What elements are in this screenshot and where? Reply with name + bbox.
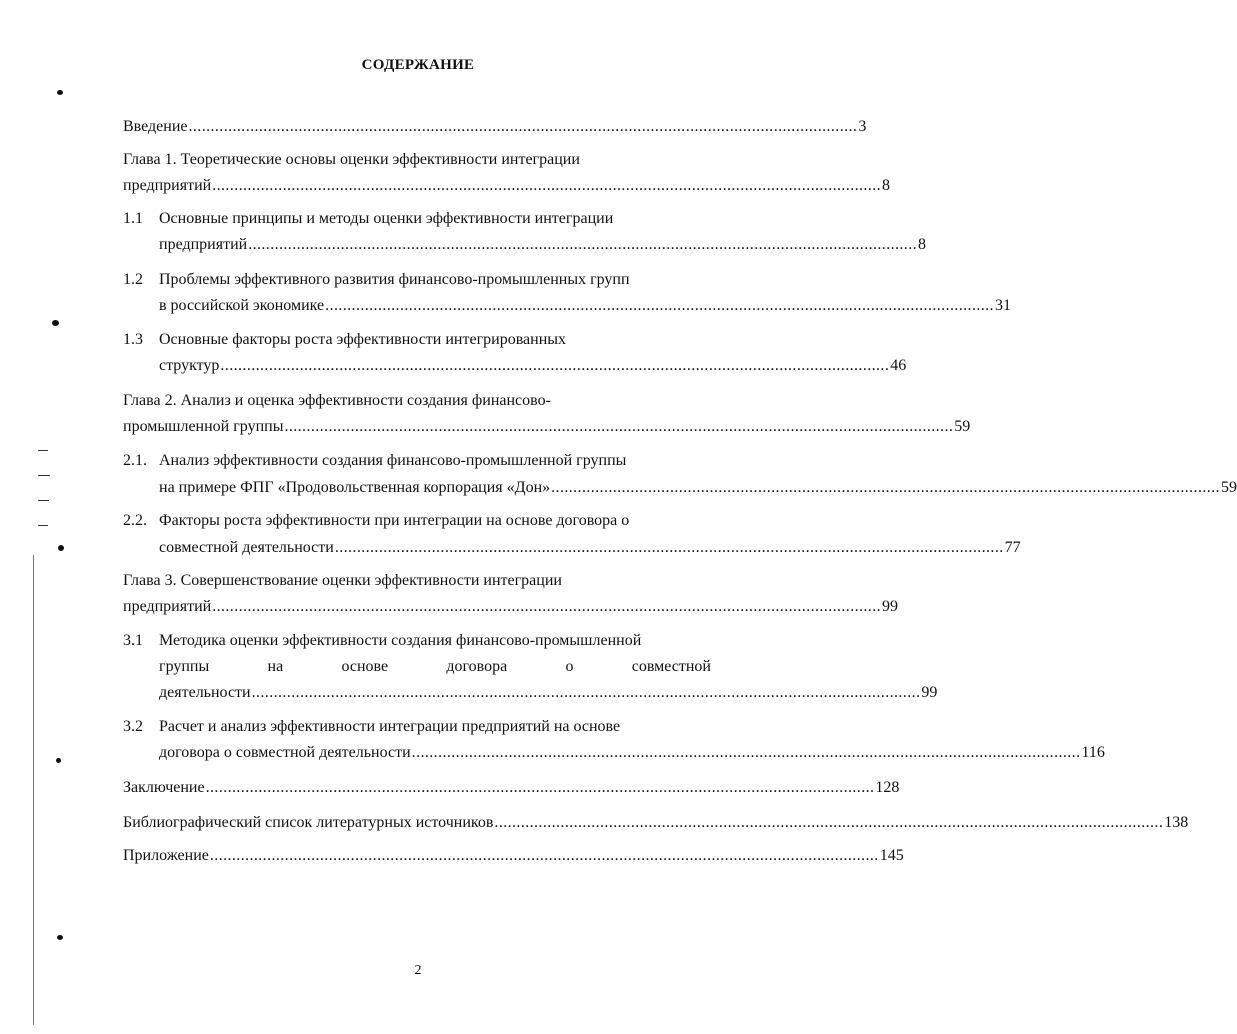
toc-entry-title: предприятий <box>123 177 212 194</box>
scan-mark <box>52 320 59 326</box>
toc-entry-section-2-1[interactable] <box>159 451 703 471</box>
toc-page-number: 31 <box>994 297 1011 314</box>
toc-page-number: 46 <box>890 357 907 374</box>
leader-dots: ........................................................................................................................................................ <box>248 236 918 253</box>
toc-entry-title: Основные принципы и методы оценки эффективности интеграции <box>159 210 614 227</box>
toc-entry-section-1-1-cont[interactable] <box>159 235 927 255</box>
toc-entry-word: договора <box>446 658 508 675</box>
toc-page-number: 59 <box>1220 479 1237 496</box>
toc-entry-title: Методика оценки эффективности создания финансово-промышленной <box>159 632 642 649</box>
toc-entry-section-3-1[interactable] <box>159 631 711 651</box>
toc-entry-title: Анализ эффективности создания финансово-промышленной группы <box>159 452 627 469</box>
toc-entry-section-3-2[interactable] <box>159 717 703 737</box>
toc-title: СОДЕРЖАНИЕ <box>361 57 475 73</box>
scan-mark <box>38 475 50 476</box>
toc-page-number: 145 <box>879 847 904 864</box>
toc-entry-title: Расчет и анализ эффективности интеграции предприятий на основе <box>159 718 621 735</box>
toc-entry-section-1-3[interactable] <box>159 330 703 350</box>
toc-page-number: 59 <box>954 418 971 435</box>
toc-entry-word: основе <box>341 658 389 675</box>
scan-mark <box>57 935 63 940</box>
toc-entry-section-3-1-cont[interactable] <box>159 657 711 677</box>
toc-section-number: 2.2. <box>123 512 147 529</box>
toc-entry-title: структур <box>159 357 220 374</box>
leader-dots: ........................................................................................................................................................ <box>212 177 882 194</box>
toc-entry-title: Глава 2. Анализ и оценка эффективности создания финансово- <box>123 392 551 409</box>
toc-page-number: 99 <box>921 684 938 701</box>
toc-entry-section-1-1[interactable] <box>159 209 703 229</box>
toc-section-number: 2.1. <box>123 452 147 469</box>
scan-mark <box>38 500 49 501</box>
scan-mark <box>58 545 64 551</box>
toc-entry-title: договора о совместной деятельности <box>159 744 411 761</box>
toc-entry-word: на <box>267 658 284 675</box>
toc-entry-title: Глава 1. Теоретические основы оценки эффективности интеграции <box>123 151 580 168</box>
toc-entry-word: совместной <box>631 658 711 675</box>
toc-entry-title: предприятий <box>123 598 212 615</box>
toc-entry-title: Факторы роста эффективности при интеграции на основе договора о <box>159 512 630 529</box>
leader-dots: ........................................................................................................................................................ <box>284 418 954 435</box>
leader-dots: ........................................................................................................................................................ <box>209 847 879 864</box>
toc-entry-section-2-1-cont[interactable] <box>159 478 1237 498</box>
toc-entry-title: деятельности <box>159 684 251 701</box>
toc-entry-title: Основные факторы роста эффективности интегрированных <box>159 331 567 348</box>
toc-entry-title: промышленной группы <box>123 418 284 435</box>
leader-dots: ........................................................................................................................................................ <box>205 779 875 796</box>
toc-page-number: 8 <box>918 236 927 253</box>
toc-section-number: 3.2 <box>123 718 143 735</box>
leader-dots: ........................................................................................................................................................ <box>212 598 882 615</box>
toc-entry-section-1-2-cont[interactable] <box>159 296 1011 316</box>
leader-dots: ........................................................................................................................................................ <box>494 814 1164 831</box>
leader-dots: ........................................................................................................................................................ <box>551 479 1220 496</box>
toc-entry-section-3-2-cont[interactable] <box>159 743 1105 763</box>
leader-dots: ........................................................................................................................................................ <box>334 539 1004 556</box>
toc-entry-title: совместной деятельности <box>159 539 334 556</box>
toc-entry-chapter-2-cont[interactable] <box>123 417 971 437</box>
leader-dots: ........................................................................................................................................................ <box>251 684 921 701</box>
toc-entry-intro[interactable] <box>123 117 867 137</box>
scan-mark <box>38 450 48 451</box>
scan-mark <box>38 525 48 526</box>
toc-entry-word: группы <box>159 658 210 675</box>
toc-page-number: 77 <box>1004 539 1021 556</box>
toc-entry-appendix[interactable] <box>123 846 904 866</box>
toc-entry-chapter-1[interactable] <box>123 150 703 170</box>
toc-entry-title: Глава 3. Совершенствование оценки эффективности интеграции <box>123 572 562 589</box>
toc-page-number: 116 <box>1081 744 1105 761</box>
toc-entry-title: Библиографический список литературных источников <box>123 814 494 831</box>
toc-entry-section-3-1-cont2[interactable] <box>159 683 938 703</box>
toc-entry-chapter-2[interactable] <box>123 391 703 411</box>
toc-section-number: 1.2 <box>123 271 143 288</box>
leader-dots: ........................................................................................................................................................ <box>411 744 1081 761</box>
scan-mark <box>57 90 63 95</box>
toc-entry-title: Приложение <box>123 847 209 864</box>
toc-entry-title: Введение <box>123 118 188 135</box>
scan-edge-line <box>33 555 34 1025</box>
toc-page-number: 3 <box>858 118 867 135</box>
toc-page-number: 8 <box>882 177 891 194</box>
toc-entry-section-1-2[interactable] <box>159 270 703 290</box>
toc-entry-chapter-3[interactable] <box>123 571 703 591</box>
toc-section-number: 1.1 <box>123 210 143 227</box>
toc-entry-title: Проблемы эффективного развития финансово-промышленных групп <box>159 271 630 288</box>
toc-entry-chapter-1-cont[interactable] <box>123 176 891 196</box>
toc-entry-title: на примере ФПГ «Продовольственная корпорация «Дон» <box>159 479 551 496</box>
toc-entry-bibliography[interactable] <box>123 813 1189 833</box>
leader-dots: ........................................................................................................................................................ <box>325 297 994 314</box>
toc-entry-title: Заключение <box>123 779 205 796</box>
page-number: 2 <box>414 963 422 978</box>
toc-entry-chapter-3-cont[interactable] <box>123 597 899 617</box>
leader-dots: ........................................................................................................................................................ <box>220 357 890 374</box>
toc-entry-title: в российской экономике <box>159 297 325 314</box>
scan-mark <box>56 758 61 763</box>
toc-section-number: 3.1 <box>123 632 143 649</box>
toc-page-number: 138 <box>1164 814 1189 831</box>
toc-page-number: 99 <box>882 598 899 615</box>
toc-entry-section-2-2-cont[interactable] <box>159 538 1021 558</box>
toc-entry-section-2-2[interactable] <box>159 511 703 531</box>
toc-page-number: 128 <box>875 779 900 796</box>
toc-section-number: 1.3 <box>123 331 143 348</box>
toc-entry-word: о <box>565 658 574 675</box>
toc-entry-conclusion[interactable] <box>123 778 900 798</box>
toc-entry-title: предприятий <box>159 236 248 253</box>
leader-dots: ........................................................................................................................................................ <box>188 118 858 135</box>
toc-entry-section-1-3-cont[interactable] <box>159 356 907 376</box>
